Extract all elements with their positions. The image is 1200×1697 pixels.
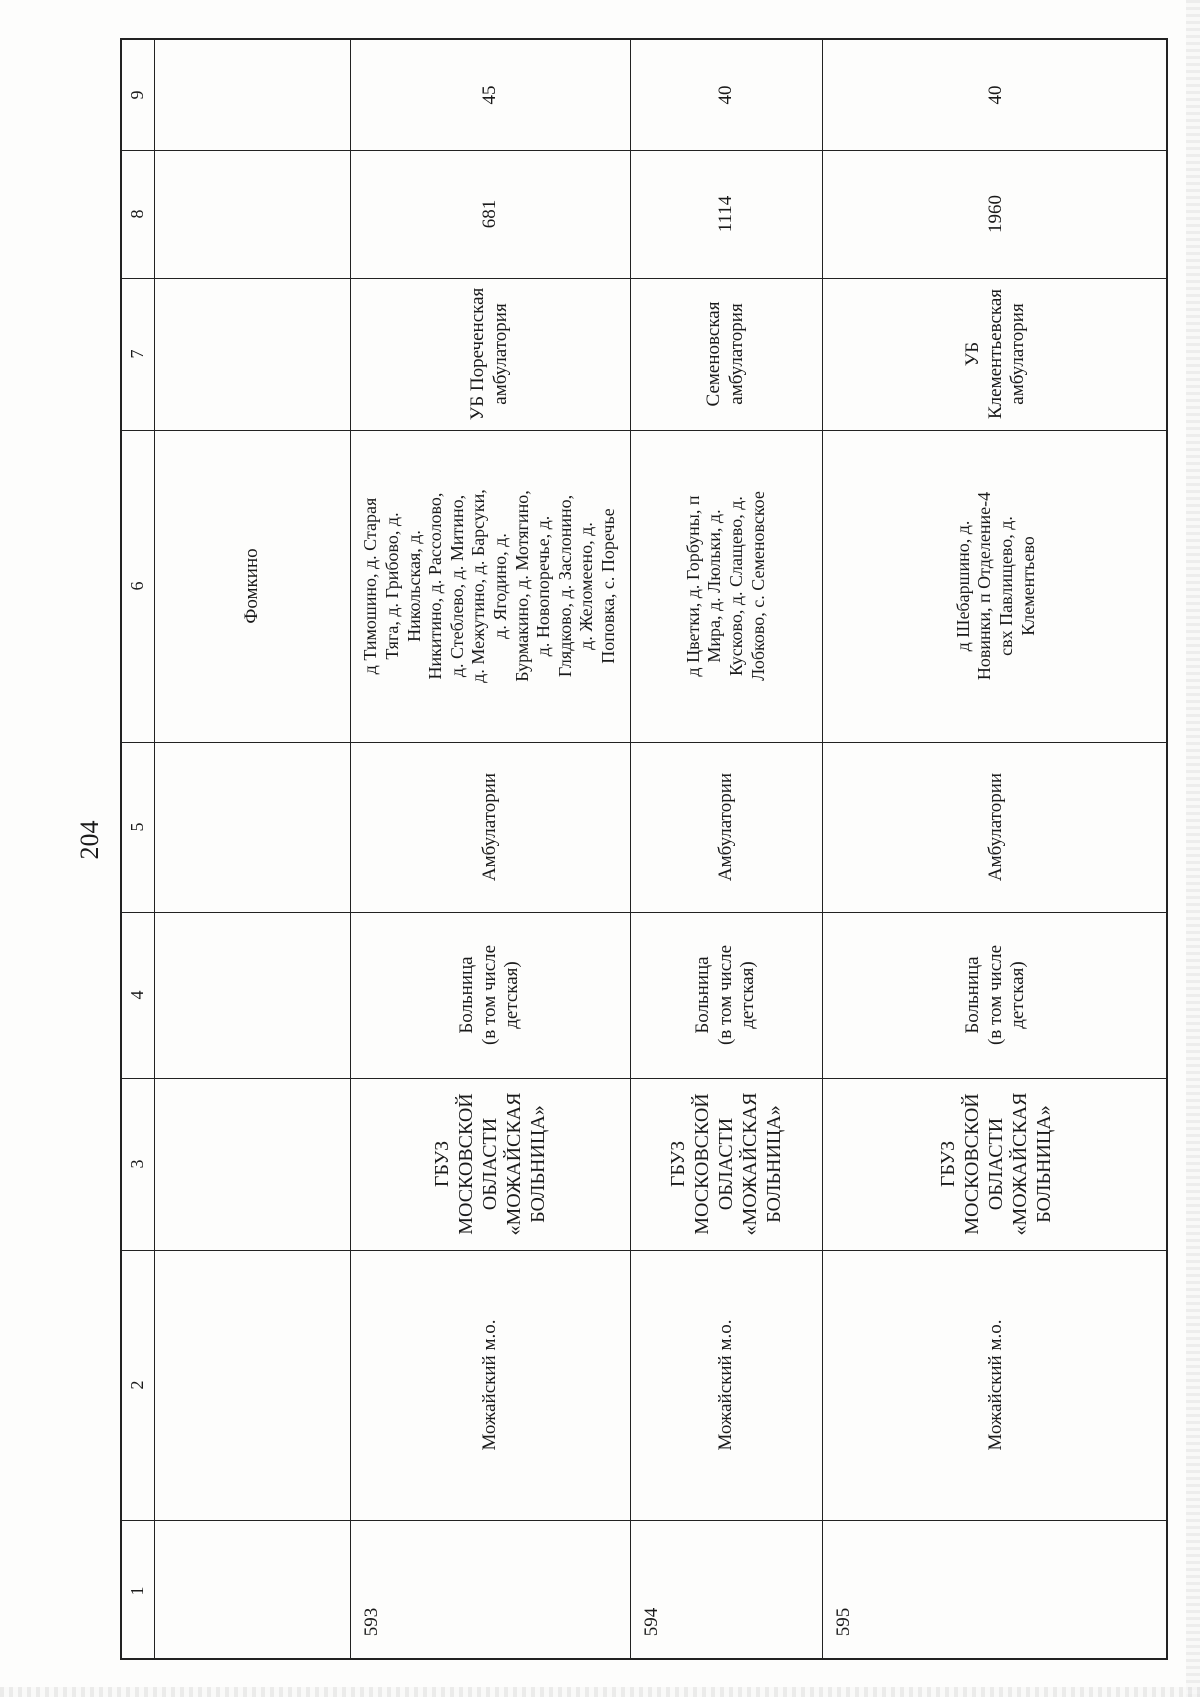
column-header-1 xyxy=(122,1520,154,1662)
cell-unit_name-text: УБ Клементьевская амбулатория xyxy=(961,288,1029,420)
scan-bottom-artifact xyxy=(0,1687,1200,1697)
cell-value9 xyxy=(630,40,822,150)
column-header-8 xyxy=(122,150,154,278)
cell-facility_type-text: Больница (в том числе детская) xyxy=(961,944,1029,1046)
row-number-text: 595 xyxy=(832,1607,854,1637)
cell-unit_type-text: Амбулатории xyxy=(714,772,736,882)
column-header-7-text: 7 xyxy=(127,349,148,359)
cell-population-text: 681 xyxy=(478,199,500,229)
cell-district xyxy=(630,1250,822,1520)
cell-value9 xyxy=(822,40,1170,150)
column-header-1-text: 1 xyxy=(127,1586,148,1596)
cell-org xyxy=(630,1078,822,1250)
column-header-9-text: 9 xyxy=(127,90,148,100)
cell-population xyxy=(822,150,1170,278)
cell-unit_name xyxy=(822,278,1170,430)
cell-population xyxy=(630,150,822,278)
cell-value9 xyxy=(350,40,630,150)
column-header-2 xyxy=(122,1250,154,1520)
cell-unit_type-text: Амбулатории xyxy=(478,772,500,882)
cell-district xyxy=(350,1250,630,1520)
cell-settlements-text: д Тимошино, д. Старая Тяга, д. Грибово, д. Никольская, д. Никитино, д. Рассолово, д. Стеблево, д. Митино, д. Межутино, д. Барсуки, д. Ягодино, д. Бурмакино, д. Мотягино, д. Новопоречье, д. Глядково, д. Заслонино, д. Желомеено, д. Поповка, с. Поречье xyxy=(360,489,618,683)
cell-settlements-text: д Цветки, д. Горбуны, п Мира, д. Люльки, д. Кусково, д. Слащево, д. Лобково, с. Семеновское xyxy=(682,491,768,681)
cell-facility_type xyxy=(630,912,822,1078)
column-header-3-text: 3 xyxy=(127,1159,148,1169)
cell-org-text: ГБУЗ МОСКОВСКОЙ ОБЛАСТИ «МОЖАЙСКАЯ БОЛЬНИЦА» xyxy=(431,1092,549,1236)
column-header-4 xyxy=(122,912,154,1078)
cell-facility_type-text: Больница (в том числе детская) xyxy=(691,944,759,1046)
cell-district-text: Можайский м.о. xyxy=(714,1319,736,1451)
cell-facility_type-text: Больница (в том числе детская) xyxy=(455,944,523,1046)
cell-unit_type xyxy=(350,742,630,912)
column-header-9 xyxy=(122,40,154,150)
row-number xyxy=(632,1592,672,1652)
column-header-2-text: 2 xyxy=(127,1380,148,1390)
cell-unit_type xyxy=(822,742,1170,912)
cell-unit_type-text: Амбулатории xyxy=(984,772,1006,882)
continuation-settlements xyxy=(154,430,350,742)
cell-district-text: Можайский м.о. xyxy=(478,1319,500,1451)
cell-org xyxy=(822,1078,1170,1250)
cell-unit_type xyxy=(630,742,822,912)
column-header-5 xyxy=(122,742,154,912)
row-number-text: 594 xyxy=(640,1607,662,1637)
cell-value9-text: 40 xyxy=(984,85,1006,105)
cell-value9-text: 45 xyxy=(478,85,500,105)
cell-settlements-text: д Шебаршино, д. Новинки, п Отделение-4 свх Павлищево, д. Клементьево xyxy=(952,491,1038,681)
cell-district-text: Можайский м.о. xyxy=(984,1319,1006,1451)
data-table xyxy=(120,38,1168,1660)
cell-facility_type xyxy=(350,912,630,1078)
column-header-6 xyxy=(122,430,154,742)
cell-settlements xyxy=(350,430,630,742)
row-number xyxy=(352,1592,392,1652)
column-divider xyxy=(122,1520,1166,1521)
page-number: 204 xyxy=(75,820,104,860)
row-number xyxy=(824,1592,864,1652)
cell-unit_name xyxy=(630,278,822,430)
cell-population-text: 1960 xyxy=(984,195,1006,233)
cell-population-text: 1114 xyxy=(714,195,736,233)
column-header-4-text: 4 xyxy=(127,990,148,1000)
cell-unit_name-text: Семеновская амбулатория xyxy=(703,301,747,407)
continuation-settlements-text: Фомкино xyxy=(240,548,262,624)
column-header-6-text: 6 xyxy=(127,581,148,591)
cell-org-text: ГБУЗ МОСКОВСКОЙ ОБЛАСТИ «МОЖАЙСКАЯ БОЛЬНИЦА» xyxy=(667,1092,785,1236)
cell-district xyxy=(822,1250,1170,1520)
cell-unit_name xyxy=(350,278,630,430)
column-header-5-text: 5 xyxy=(127,822,148,832)
cell-facility_type xyxy=(822,912,1170,1078)
cell-settlements xyxy=(630,430,822,742)
column-header-3 xyxy=(122,1078,154,1250)
row-number-text: 593 xyxy=(360,1607,382,1637)
column-header-7 xyxy=(122,278,154,430)
cell-org xyxy=(350,1078,630,1250)
scan-edge-artifact xyxy=(1186,0,1200,1697)
cell-unit_name-text: УБ Пореченская амбулатория xyxy=(467,287,511,421)
cell-org-text: ГБУЗ МОСКОВСКОЙ ОБЛАСТИ «МОЖАЙСКАЯ БОЛЬНИЦА» xyxy=(937,1092,1055,1236)
cell-settlements xyxy=(822,430,1170,742)
cell-population xyxy=(350,150,630,278)
column-header-8-text: 8 xyxy=(127,209,148,219)
row-divider xyxy=(154,40,155,1658)
cell-value9-text: 40 xyxy=(714,85,736,105)
